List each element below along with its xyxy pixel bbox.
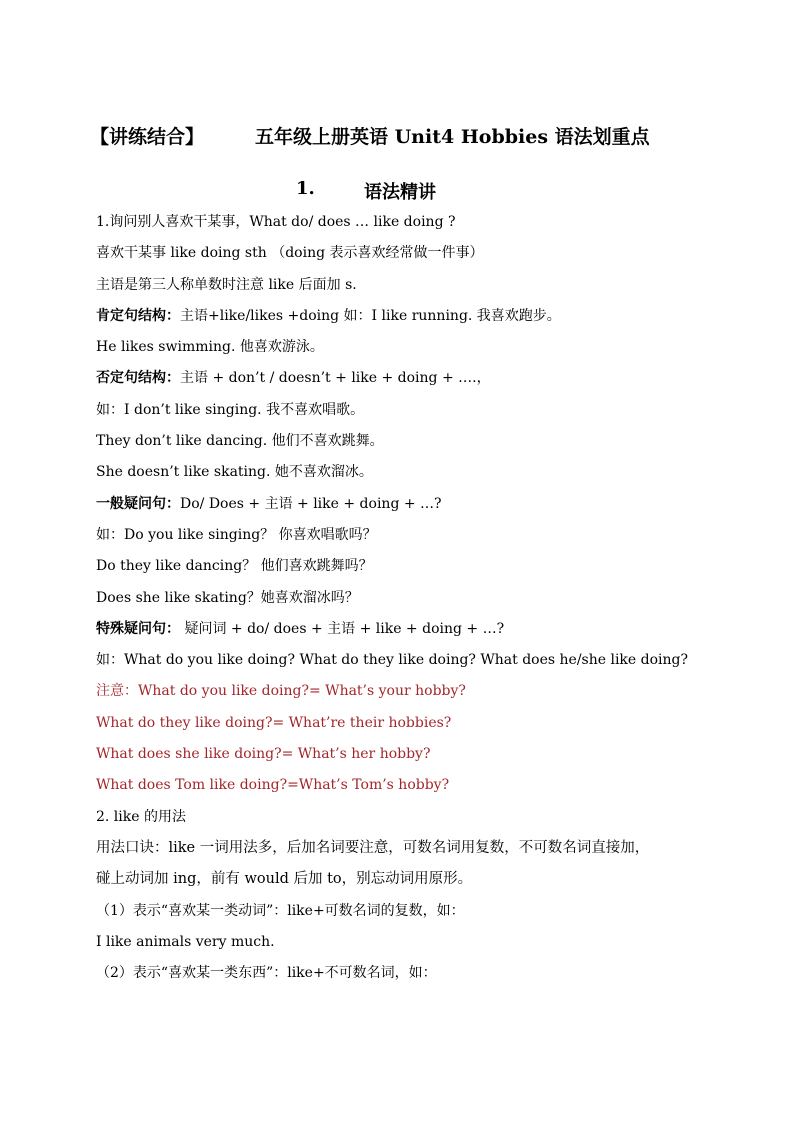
note-line: What does she like doing?= What’s her hobby? (96, 746, 431, 763)
text-line: （1）表示“喜欢某一类动词”：like+可数名词的复数，如： (96, 902, 465, 919)
structure-label: 一般疑问句： (96, 495, 180, 512)
structure-label: 否定句结构： (96, 370, 180, 387)
text-line: 如：What do you like doing? What do they like doing? What does he/she like doing? (96, 652, 689, 669)
text-line: They don’t like dancing. 他们不喜欢跳舞。 (96, 433, 384, 450)
subsection-heading: 2. like 的用法 (96, 808, 186, 825)
section-number: 1. (296, 178, 315, 199)
text-line: 1.询问别人喜欢干某事，What do/ does … like doing ? (96, 214, 456, 230)
text-line: I like animals very much. (96, 933, 275, 950)
structure-text: 主语 + don’t / doesn’t + like + doing + ….， (180, 370, 491, 387)
structure-text: Do/ Does + 主语 + like + doing + …? (180, 495, 442, 512)
text-line: 碰上动词加 ing，前有 would 后加 to，别忘动词用原形。 (96, 871, 473, 888)
text-line: 如：Do you like singing？ 你喜欢唱歌吗？ (96, 526, 377, 543)
section-heading (0, 178, 794, 204)
text-line: She doesn’t like skating. 她不喜欢溜冰。 (96, 464, 373, 481)
text-line (96, 489, 736, 520)
text-line: 用法口诀：like 一词用法多，后加名词要注意，可数名词用复数，不可数名词直接加， (96, 839, 650, 856)
document-title (90, 122, 710, 150)
structure-text: 疑问词 + do/ does + 主语 + like + doing + …? (180, 620, 505, 637)
note-line: What do they like doing?= What’re their hobbies? (96, 714, 452, 731)
text-line (96, 363, 736, 394)
text-line: 如：I don’t like singing. 我不喜欢唱歌。 (96, 401, 365, 418)
text-line: 喜欢干某事 like doing sth （doing 表示喜欢经常做一件事） (96, 245, 484, 262)
text-line: Do they like dancing？ 他们喜欢跳舞吗？ (96, 558, 373, 575)
text-line: （2）表示“喜欢某一类东西”：like+不可数名词，如： (96, 965, 437, 982)
text-line: 主语是第三人称单数时注意 like 后面加 s. (96, 276, 357, 293)
note-line: 注意：What do you like doing?= What’s your hobby? (96, 683, 466, 700)
structure-label: 肯定句结构： (96, 307, 180, 324)
section-label: 语法精讲 (364, 182, 436, 203)
title-main: 五年级上册英语 Unit4 Hobbies 语法划重点 (255, 126, 650, 148)
note-line: What does Tom like doing?=What’s Tom’s hobby? (96, 777, 450, 794)
text-line: He likes swimming. 他喜欢游泳。 (96, 339, 324, 356)
title-tag: 【讲练结合】 (90, 126, 205, 148)
document-body (96, 207, 736, 989)
text-line (96, 301, 736, 332)
text-line: Does she like skating？她喜欢溜冰吗？ (96, 589, 359, 606)
structure-text: 主语+like/likes +doing 如：I like running. 我喜欢跑步。 (180, 307, 561, 324)
structure-label: 特殊疑问句： (96, 620, 180, 637)
text-line (96, 614, 736, 645)
